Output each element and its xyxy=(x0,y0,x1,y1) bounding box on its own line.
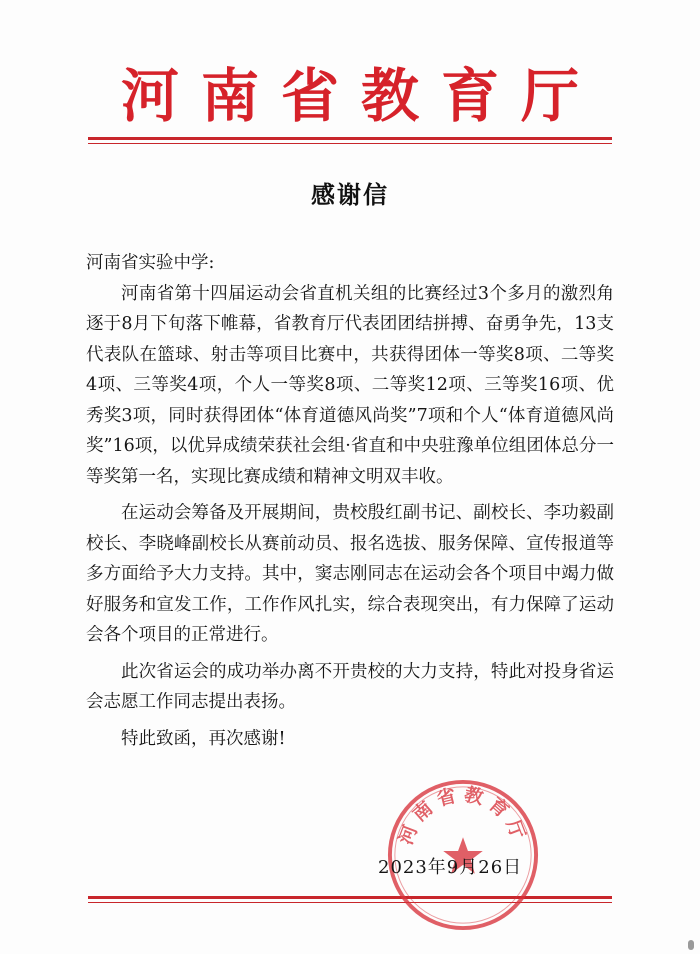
header-red-rule xyxy=(88,137,612,140)
letter-date: 2023年9月26日 xyxy=(378,857,523,878)
letter-paragraph-2: 在运动会筹备及开展期间，贵校殷红副书记、副校长、李功毅副校长、李晓峰副校长从赛前动员、报名选拔、服务保障、宣传报道等多方面给予大力支持。其中，窦志刚同志在运动会各个项目中竭力做好服务和宣发工作，工作作风扎实，综合表现突出，有力保障了运动会各个项目的正常进行。 xyxy=(86,503,614,645)
masthead-org-name: 河南省教育厅 xyxy=(120,62,601,130)
seal-text: 河南省教育厅 xyxy=(395,784,531,848)
header-red-rule-thin xyxy=(88,143,612,144)
letter-paragraph-1: 河南省第十四届运动会省直机关组的比赛经过3个多月的激烈角逐于8月下旬落下帷幕，省教育厅代表团团结拼搏、奋勇争先，13支代表队在篮球、射击等项目比赛中，共获得团体一等奖8项、二等奖4项、三等奖4项，个人一等奖8项、二等奖12项、三等奖16项、优秀奖3项，同时获得团体“体育道德风尚奖”7项和个人“体育道德风尚奖”16项，以优异成绩荣获社会组·省直和中央驻豫单位组团体总分一等奖第一名，实现比赛成绩和精神文明双丰收。 xyxy=(86,283,614,487)
letter-closing: 特此致函，再次感谢! xyxy=(121,728,286,749)
letter-paragraph-3: 此次省运会的成功举办离不开贵校的大力支持，特此对投身省运会志愿工作同志提出表扬。 xyxy=(86,661,614,712)
letter-salutation: 河南省实验中学: xyxy=(86,253,215,273)
scroll-indicator xyxy=(688,940,694,950)
letter-body xyxy=(86,248,614,754)
letter-title: 感谢信 xyxy=(311,181,389,209)
